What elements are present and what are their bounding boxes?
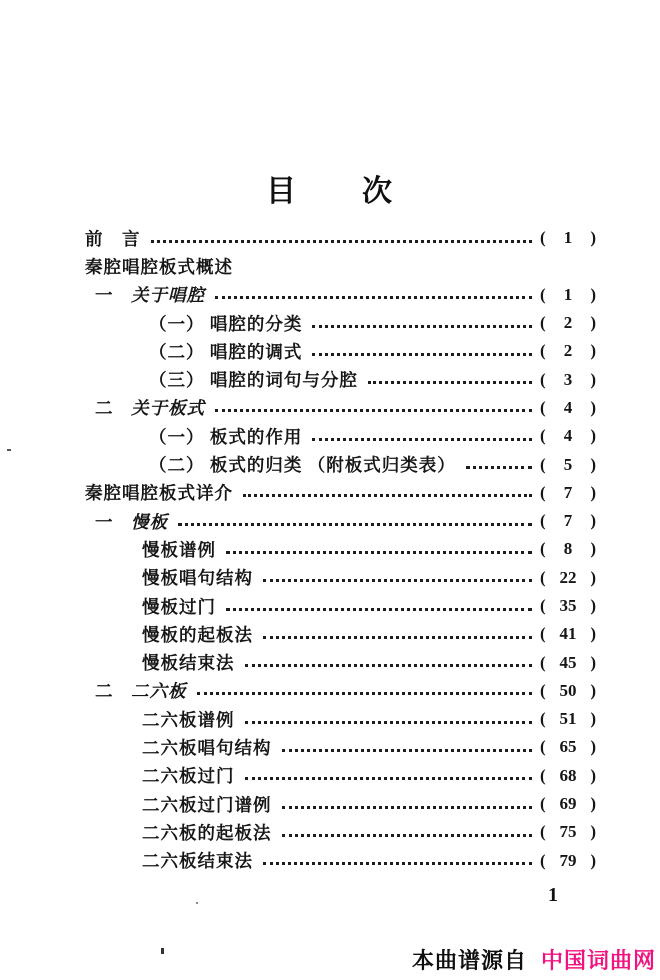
toc-row: [85, 394, 596, 422]
toc-entry-page: [540, 737, 596, 757]
paren-close: ): [590, 369, 596, 389]
dot-leader: [282, 749, 533, 752]
paren-open: (: [540, 454, 546, 474]
page-no: 2: [563, 341, 573, 361]
dot-leader: [368, 381, 532, 384]
toc-entry-page: [540, 426, 596, 446]
toc-entry-page: [540, 370, 596, 390]
page-no: 50: [559, 680, 577, 700]
page-no: 4: [563, 397, 573, 417]
toc-entry-label: 二六板: [131, 681, 187, 702]
page-no: 1: [563, 228, 573, 248]
page-no: 51: [559, 709, 577, 729]
toc-entry-page: [540, 228, 596, 248]
toc-entry-label: 秦腔唱腔板式概述: [85, 256, 233, 277]
page-no: 45: [559, 652, 577, 672]
paren-open: (: [540, 652, 546, 672]
dot-leader: [245, 664, 533, 667]
toc-entry-label: 关于唱腔: [131, 285, 205, 306]
toc-row: [85, 224, 596, 252]
toc-entry-label: 秦腔唱腔板式详介: [85, 483, 233, 504]
toc-row: [85, 309, 596, 337]
paren-close: ): [590, 426, 596, 446]
toc-row: [85, 422, 596, 450]
paren-open: (: [540, 397, 546, 417]
paren-open: (: [540, 511, 546, 531]
toc-entry-page: [540, 709, 596, 729]
toc-row: [85, 507, 596, 535]
toc-entry-label: 慢板: [131, 511, 168, 532]
page-no: 8: [563, 539, 573, 559]
toc-entry-number: 一: [95, 511, 113, 532]
toc-entry-label: （一） 板式的作用: [149, 426, 303, 447]
paren-close: ): [590, 482, 596, 502]
watermark: [412, 944, 656, 975]
page-no: 1: [563, 284, 573, 304]
dot-leader: [263, 862, 532, 865]
toc-entry-page: [540, 653, 596, 673]
toc-entry-label: 二六板过门谱例: [142, 794, 272, 815]
toc-entry-number: 一: [95, 285, 113, 306]
paren-open: (: [540, 680, 546, 700]
dot-leader: [243, 494, 532, 497]
toc-entry-number: 二: [95, 398, 113, 419]
toc-entry-label: 前 言: [85, 228, 141, 249]
dot-leader: [312, 438, 532, 441]
paren-open: (: [540, 341, 546, 361]
paren-open: (: [540, 539, 546, 559]
toc-row: [85, 818, 596, 846]
toc-row: [85, 790, 596, 818]
paren-close: ): [590, 228, 596, 248]
toc-row: [85, 365, 596, 393]
page-number: 1: [548, 884, 558, 906]
paren-close: ): [590, 454, 596, 474]
toc-entry-label: 慢板的起板法: [142, 624, 253, 645]
toc-entry-label: （二） 唱腔的调式: [149, 341, 303, 362]
toc-entry-label: 二六板的起板法: [142, 822, 272, 843]
paren-close: ): [590, 680, 596, 700]
paren-close: ): [590, 765, 596, 785]
paren-open: (: [540, 313, 546, 333]
paren-open: (: [540, 737, 546, 757]
toc-entry-page: [540, 568, 596, 588]
toc-entry-page: [540, 681, 596, 701]
paren-open: (: [540, 228, 546, 248]
toc-row: [85, 252, 596, 280]
page-no: 79: [559, 850, 577, 870]
page-no: 69: [559, 794, 577, 814]
dot-leader: [282, 806, 533, 809]
toc-entry-number: 二: [95, 681, 113, 702]
toc-row: [85, 648, 596, 676]
dot-leader: [215, 409, 532, 412]
toc-entry-label: 二六板过门: [142, 766, 235, 787]
page-no: 7: [563, 511, 573, 531]
page-no: 7: [563, 482, 573, 502]
paren-close: ): [590, 596, 596, 615]
dot-leader: [197, 692, 533, 695]
paren-close: ): [590, 624, 596, 644]
dot-leader: [282, 834, 533, 837]
toc-entry-page: [540, 766, 596, 786]
dot-leader: [245, 721, 533, 724]
dot-leader: [151, 240, 533, 243]
paren-close: ): [590, 511, 596, 531]
toc-entry-page: [540, 851, 596, 871]
page-no: 41: [559, 624, 577, 644]
dot-leader: [263, 636, 532, 639]
paren-close: ): [590, 822, 596, 842]
dot-leader: [263, 579, 532, 582]
paren-open: (: [540, 596, 546, 615]
toc-entry-page: [540, 313, 596, 333]
paren-open: (: [540, 709, 546, 729]
dot-leader: [312, 353, 532, 356]
toc-row: [85, 479, 596, 507]
dot-leader: [226, 551, 532, 554]
page-no: 22: [559, 567, 577, 587]
paren-open: (: [540, 765, 546, 785]
paren-close: ): [590, 709, 596, 729]
paren-close: ): [590, 539, 596, 559]
dot-leader: [312, 325, 532, 328]
toc-entry-label: 二六板谱例: [142, 709, 235, 730]
dot-leader: [178, 523, 532, 526]
page-no: 68: [559, 765, 577, 785]
dot-leader: [466, 466, 532, 469]
toc-entry-page: [540, 285, 596, 305]
paren-close: ): [590, 397, 596, 417]
paren-close: ): [590, 794, 596, 814]
paren-open: (: [540, 567, 546, 587]
toc-row: [85, 535, 596, 563]
toc-row: [85, 592, 596, 620]
toc-entry-label: 慢板谱例: [142, 539, 216, 560]
toc-entry-label: 慢板过门: [142, 596, 216, 617]
toc-row: [85, 677, 596, 705]
page-no: 75: [559, 822, 577, 842]
paren-close: ): [590, 737, 596, 757]
paren-close: ): [590, 567, 596, 587]
toc-entry-page: [540, 341, 596, 361]
toc-entry-label: （二） 板式的归类 （附板式归类表）: [149, 455, 456, 476]
toc-entry-label: 慢板唱句结构: [142, 568, 253, 589]
toc-entry-page: [540, 794, 596, 814]
toc-entry-page: [540, 539, 596, 559]
dot-leader: [226, 608, 532, 611]
dot-leader: [245, 777, 533, 780]
toc-entry-page: [540, 822, 596, 842]
scan-speck: [161, 948, 164, 954]
paren-open: (: [540, 850, 546, 870]
paren-open: (: [540, 624, 546, 644]
toc-entry-page: [540, 596, 596, 616]
watermark-site-link[interactable]: 中国词曲网: [540, 948, 656, 973]
page-no: 65: [559, 737, 577, 757]
toc-list: [85, 224, 596, 875]
toc-row: [85, 564, 596, 592]
paren-open: (: [540, 822, 546, 842]
toc-entry-label: 二六板唱句结构: [142, 737, 272, 758]
scan-speck: [196, 902, 198, 904]
toc-entry-label: 慢板结束法: [142, 653, 235, 674]
toc-row: [85, 337, 596, 365]
paren-open: (: [540, 482, 546, 502]
paren-open: (: [540, 369, 546, 389]
dot-leader: [215, 296, 532, 299]
paren-close: ): [590, 313, 596, 333]
paren-open: (: [540, 794, 546, 814]
toc-row: [85, 450, 596, 478]
page-no: 2: [563, 313, 573, 333]
toc-row: [85, 847, 596, 875]
toc-entry-page: [540, 624, 596, 644]
paren-open: (: [540, 284, 546, 304]
page-no: 35: [559, 596, 577, 615]
page-title: 目 次: [266, 175, 394, 208]
toc-row: [85, 762, 596, 790]
paren-close: ): [590, 284, 596, 304]
toc-entry-label: 二六板结束法: [142, 851, 253, 872]
toc-entry-label: 关于板式: [131, 398, 205, 419]
paren-close: ): [590, 341, 596, 361]
paren-close: ): [590, 652, 596, 672]
toc-entry-page: [540, 398, 596, 418]
toc-entry-page: [540, 455, 596, 475]
toc-entry-label: （三） 唱腔的词句与分腔: [149, 370, 358, 391]
toc-row: [85, 281, 596, 309]
page-no: 3: [563, 369, 573, 389]
toc-row: [85, 620, 596, 648]
watermark-source-text: 本曲谱源自: [411, 948, 527, 973]
toc-entry-page: [540, 483, 596, 503]
paren-open: (: [540, 426, 546, 446]
toc-row: [85, 733, 596, 761]
page-no: 5: [563, 454, 573, 474]
page-no: 4: [563, 426, 573, 446]
toc-entry-label: （一） 唱腔的分类: [149, 313, 303, 334]
toc-entry-page: [540, 511, 596, 531]
toc-row: [85, 705, 596, 733]
paren-close: ): [590, 850, 596, 870]
scan-speck: [7, 449, 11, 451]
